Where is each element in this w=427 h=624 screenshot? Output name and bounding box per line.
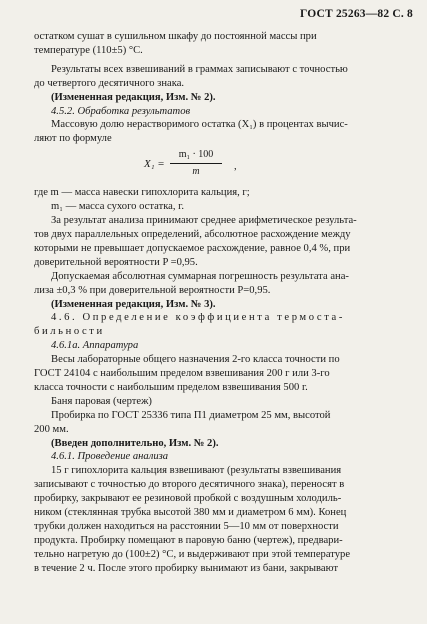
formula-fraction: [170, 148, 222, 179]
formula-comma: ,: [234, 161, 237, 173]
formula-numerator: m₁ · 100: [170, 148, 222, 164]
text-line: пробирку, закрывают ее резиновой пробкой с воздушным холодиль-: [34, 493, 342, 505]
section-heading: 4.6. Определение коэффициента термоста-: [51, 312, 345, 324]
text-line: ГОСТ 24104 с наибольшим пределом взвешивания 200 г или 3-го: [34, 368, 330, 380]
text-line: 200 мм.: [34, 423, 69, 435]
text-line: остатком сушат в сушильном шкафу до постоянной массы при: [34, 31, 317, 42]
text-line: где m — масса навески гипохлорита кальция, г;: [34, 187, 250, 199]
section-heading: 4.5.2. Обработка результатов: [51, 105, 191, 117]
subsection-heading: 4.6.1а. Аппаратура: [51, 340, 139, 352]
text-line: тов двух параллельных определений, абсолютное расхождение между: [34, 228, 351, 240]
text-line: в течение 2 ч. После этого пробирку вынимают из бани, закрывают: [34, 562, 338, 574]
page-content: [34, 30, 404, 576]
amendment-note: (Измененная редакция, Изм. № 2).: [51, 91, 216, 103]
formula-lhs: X₁ =: [144, 158, 165, 171]
amendment-note: (Введен дополнительно, Изм. № 2).: [51, 437, 219, 449]
text-line: За результат анализа принимают среднее арифметическое результа-: [51, 215, 357, 227]
subsection-heading: 4.6.1. Проведение анализа: [51, 451, 169, 463]
text-line: 15 г гипохлорита кальция взвешивают (результаты взвешивания: [51, 465, 342, 477]
text-line: записывают с точностью до второго десятичного знака), переносят в: [34, 479, 345, 491]
text-line: температуре (110±5) °С.: [34, 44, 143, 56]
text-line: которыми не превышает допускаемое расхождение, равное 0,4 %, при: [34, 242, 351, 254]
text-line: Результаты всех взвешиваний в граммах записывают с точностью: [51, 63, 348, 75]
formula: [34, 148, 404, 182]
section-heading: бильности: [34, 326, 105, 338]
text-line: Массовую долю нерастворимого остатка (X₁) в процентах вычис-: [51, 119, 348, 131]
text-line: Допускаемая абсолютная суммарная погрешность результата ана-: [51, 270, 349, 282]
text-line: m₁ — масса сухого остатка, г.: [51, 201, 184, 213]
text-line: продукта. Пробирку помещают в паровую баню (чертеж), предвари-: [34, 534, 343, 546]
text-line: ляют по формуле: [34, 133, 112, 145]
text-line: класса точности с наибольшим пределом взвешивания 500 г.: [34, 381, 308, 393]
text-line: Весы лабораторные общего назначения 2-го класса точности по: [51, 354, 340, 366]
text-line: тельно нагретую до (100±2) °С, и выдерживают при этой температуре: [34, 548, 351, 560]
text-line: лиза ±0,3 % при доверительной вероятности P=0,95.: [34, 284, 271, 296]
amendment-note: (Измененная редакция, Изм. № 3).: [51, 298, 216, 310]
formula-denominator: m: [192, 166, 200, 178]
text-line: доверительной вероятности P =0,95.: [34, 256, 198, 268]
text-line: Баня паровая (чертеж): [51, 395, 152, 407]
page-header: ГОСТ 25263—82 С. 8: [300, 8, 413, 20]
text-line: трубки должен находиться на расстоянии 5—10 мм от поверхности: [34, 521, 339, 532]
text-line: до четвертого десятичного знака.: [34, 77, 185, 89]
text-line: ником (стеклянная трубка высотой 380 мм и диаметром 6 мм). Конец: [34, 507, 347, 519]
text-line: Пробирка по ГОСТ 25336 типа П1 диаметром 25 мм, высотой: [51, 409, 331, 421]
